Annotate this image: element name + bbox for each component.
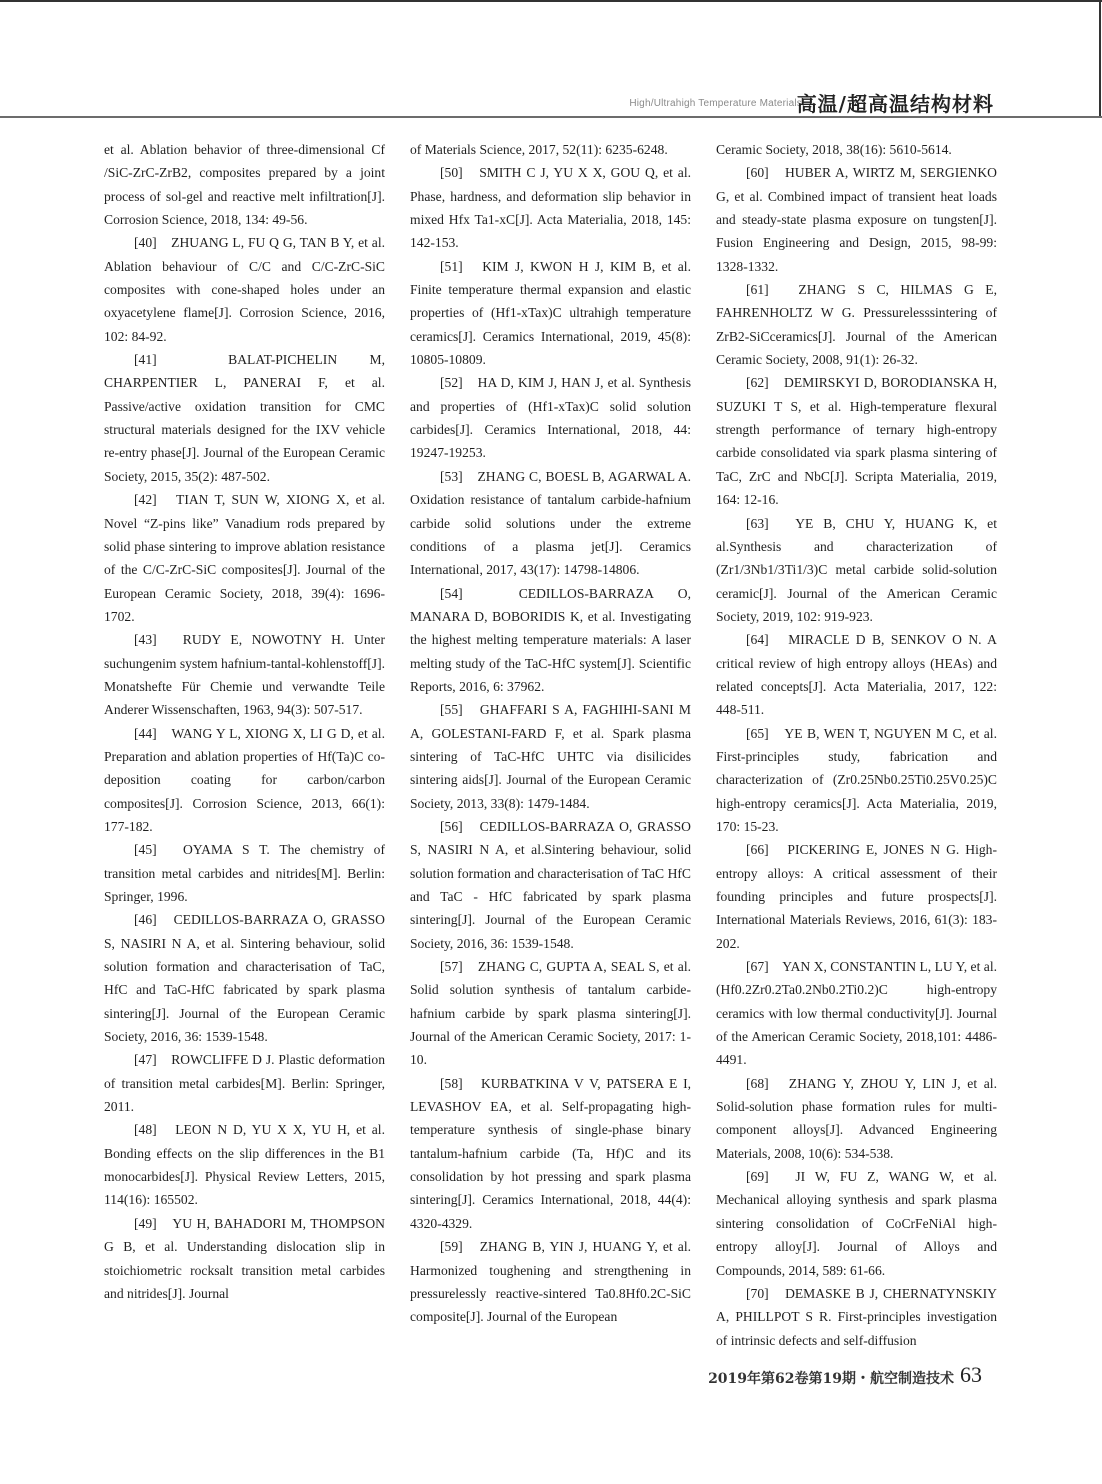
reference-entry: [45] OYAMA S T. The chemistry of transition metal carbides and nitrides[M]. Berlin: Springer, 1996. xyxy=(104,842,385,904)
reference-entry: [40] ZHUANG L, FU Q G, TAN B Y, et al. Ablation behaviour of C/C and C/C-ZrC-SiC composites with cone-shaped holes under an oxyacetylene flame[J]. Corrosion Science, 2016, 102: 84-92. xyxy=(104,235,385,344)
reference-entry: [49] YU H, BAHADORI M, THOMPSON G B, et al. Understanding dislocation slip in stoichiometric rocksalt transition metal carbides and nitrides[J]. Journal xyxy=(104,1215,385,1301)
top-border xyxy=(0,0,1102,2)
running-header-chinese: 高温/超高温结构材料 xyxy=(796,92,994,116)
footer-journal-info: 2019年第62卷第19期・航空制造技术 xyxy=(708,1371,954,1387)
reference-entry: et al. Ablation behavior of three-dimensional Cf /SiC-ZrC-ZrB2, composites prepared by a joint process of sol-gel and reactive melt infiltration[J]. Corrosion Science, 2018, 134: 49-56. xyxy=(104,142,385,228)
reference-entry: [64] MIRACLE D B, SENKOV O N. A critical review of high entropy alloys (HEAs) and related concepts[J]. Acta Materialia, 2017, 122: 448-511. xyxy=(716,632,997,718)
reference-entry: [47] ROWCLIFFE D J. Plastic deformation of transition metal carbides[M]. Berlin: Springer, 2011. xyxy=(104,1052,385,1115)
reference-entry: [61] ZHANG S C, HILMAS G E, FAHRENHOLTZ W G. Pressurelesssintering of ZrB2-SiCceramics[J]. Journal of the American Ceramic Society, 2008, 91(1): 26-32. xyxy=(716,282,997,368)
reference-entry: [69] JI W, FU Z, WANG W, et al. Mechanical alloying synthesis and spark plasma sintering consolidation of CoCrFeNiAl high-entropy alloy[J]. Journal of Alloys and Compounds, 2014, 589: 61-66. xyxy=(716,1169,997,1278)
reference-entry: [68] ZHANG Y, ZHOU Y, LIN J, et al. Solid-solution phase formation rules for multi-component alloys[J]. Advanced Engineering Materials, 2008, 10(6): 534-538. xyxy=(716,1075,997,1161)
reference-entry: [58] KURBATKINA V V, PATSERA E I, LEVASHOV EA, et al. Self-propagating high-temperature synthesis of single-phase binary tantalum-hafnium carbide (Ta, Hf)C and its consolidation by hot pressing and spark plasma sintering[J]. Ceramics International, 2018, 44(4): 4320-4329. xyxy=(410,1075,691,1231)
reference-entry: [62] DEMIRSKYI D, BORODIANSKA H, SUZUKI T S, et al. High-temperature flexural strength performance of ternary high-entropy carbide consolidated via spark plasma sintering of TaC, ZrC and NbC[J]. Scripta Materialia, 2019, 164: 12-16. xyxy=(716,375,997,508)
reference-entry: [56] CEDILLOS-BARRAZA O, GRASSO S, NASIRI N A, et al.Sintering behaviour, solid solution formation and characterisation of TaC HfC and TaC - HfC fabricated by spark plasma sintering[J]. Journal of the European Ceramic Society, 2016, 36: 1539-1548. xyxy=(410,818,691,951)
reference-entry: [54] CEDILLOS-BARRAZA O, MANARA D, BOBORIDIS K, et al. Investigating the highest melting temperature materials: A laser melting study of the TaC-HfC system[J]. Scientific Reports, 2016, 6: 37962. xyxy=(410,585,691,694)
reference-entry: [43] RUDY E, NOWOTNY H. Unter suchungenim system hafnium-tantal-kohlenstoff[J]. Monatshefte Für Chemie und verwandte Teile Anderer Wissenschaften, 1963, 94(3): 507-517. xyxy=(104,632,386,718)
reference-entry: [60] HUBER A, WIRTZ M, SERGIENKO G, et al. Combined impact of transient heat loads and steady-state plasma exposure on tungsten[J]. Fusion Engineering and Design, 2015, 98-99: 1328-1332. xyxy=(716,165,997,274)
reference-entry: [70] DEMASKE B J, CHERNATYNSKIY A, PHILLPOT S R. First-principles investigation of intrinsic defects and self-diffusion xyxy=(716,1285,997,1348)
reference-entry: Ceramic Society, 2018, 38(16): 5610-5614. xyxy=(716,142,952,157)
reference-entry: [67] YAN X, CONSTANTIN L, LU Y, et al. (Hf0.2Zr0.2Ta0.2Nb0.2Ti0.2)C high-entropy ceramics with low thermal conductivity[J]. Journal of the American Ceramic Society, 2018,101: 4486-4491. xyxy=(716,959,997,1068)
header-rule xyxy=(0,116,1102,118)
reference-entry: [50] SMITH C J, YU X X, GOU Q, et al. Phase, hardness, and deformation slip behavior in mixed Hfx Ta1-xC[J]. Acta Materialia, 2018, 145: 142-153. xyxy=(410,165,691,251)
reference-entry: [41] BALAT-PICHELIN M, CHARPENTIER L, PANERAI F, et al. Passive/active oxidation transition for CMC structural materials designed for the IXV vehicle re-entry phase[J]. Journal of the European Ceramic Society, 2015, 35(2): 487-502. xyxy=(104,352,385,484)
reference-entry: [65] YE B, WEN T, NGUYEN M C, et al. First-principles study, fabrication and characterization of (Zr0.25Nb0.25Ti0.25V0.25)C high-entropy ceramics[J]. Acta Materialia, 2019, 170: 15-23. xyxy=(716,725,997,834)
reference-entry: [53] ZHANG C, BOESL B, AGARWAL A. Oxidation resistance of tantalum carbide-hafnium carbide solid solutions under the extreme conditions of a plasma jet[J]. Ceramics International, 2017, 43(17): 14798-14806. xyxy=(410,468,691,578)
reference-column-1 xyxy=(104,138,385,1305)
reference-entry: [57] ZHANG C, GUPTA A, SEAL S, et al. Solid solution synthesis of tantalum carbide-hafnium carbide by spark plasma sintering[J]. Journal of the American Ceramic Society, 2017: 1-10. xyxy=(410,959,691,1068)
reference-entry: [51] KIM J, KWON H J, KIM B, et al. Finite temperature thermal expansion and elastic properties of (Hf1-xTax)C ultrahigh temperature ceramics[J]. Ceramics International, 2019, 45(8): 10805-10809. xyxy=(410,258,691,368)
reference-entry: [66] PICKERING E, JONES N G. High-entropy alloys: A critical assessment of their founding principles and future prospects[J]. International Materials Reviews, 2016, 61(3): 183-202. xyxy=(716,842,997,951)
reference-entry: of Materials Science, 2017, 52(11): 6235-6248. xyxy=(410,142,668,157)
reference-entry: [42] TIAN T, SUN W, XIONG X, et al. Novel “Z-pins like” Vanadium rods prepared by solid phase sintering to improve ablation resistance of the C/C-ZrC-SiC composites[J]. Journal of the European Ceramic Society, 2018, 39(4): 1696-1702. xyxy=(104,492,385,624)
reference-entry: [59] ZHANG B, YIN J, HUANG Y, et al. Harmonized toughening and strengthening in pressurelessly reactive-sintered Ta0.8Hf0.2C-SiC composite[J]. Journal of the European xyxy=(410,1239,691,1325)
reference-entry: [52] HA D, KIM J, HAN J, et al. Synthesis and properties of (Hf1-xTax)C solid solution carbides[J]. Ceramics International, 2018, 44: 19247-19253. xyxy=(410,375,691,461)
reference-entry: [63] YE B, CHU Y, HUANG K, et al.Synthesis and characterization of (Zr1/3Nb1/3Ti1/3)C metal carbide solid-solution ceramic[J]. Journal of the American Ceramic Society, 2019, 102: 919-923. xyxy=(716,515,997,624)
reference-entry: [55] GHAFFARI S A, FAGHIHI-SANI M A, GOLESTANI-FARD F, et al. Spark plasma sintering of TaC-HfC UHTC via disilicides sintering aids[J]. Journal of the European Ceramic Society, 2013, 33(8): 1479-1484. xyxy=(410,702,691,811)
reference-entry: [46] CEDILLOS-BARRAZA O, GRASSO S, NASIRI N A, et al. Sintering behaviour, solid solution formation and characterisation of TaC, HfC and TaC-HfC fabricated by spark plasma sintering[J]. Journal of the European Ceramic Society, 2016, 36: 1539-1548. xyxy=(104,912,385,1045)
reference-column-3 xyxy=(716,138,997,1352)
running-header-english: High/Ultrahigh Temperature Materials xyxy=(629,98,802,109)
right-border xyxy=(1099,0,1101,118)
reference-entry: [48] LEON N D, YU X X, YU H, et al. Bonding effects on the slip differences in the B1 monocarbides[J]. Physical Review Letters, 2015, 114(16): 165502. xyxy=(104,1122,385,1208)
page-number: 63 xyxy=(960,1362,982,1387)
reference-entry: [44] WANG Y L, XIONG X, LI G D, et al. Preparation and ablation properties of Hf(Ta)C co-deposition coating for carbon/carbon composites[J]. Corrosion Science, 2013, 66(1): 177-182. xyxy=(104,725,385,834)
reference-column-2 xyxy=(410,138,691,1329)
